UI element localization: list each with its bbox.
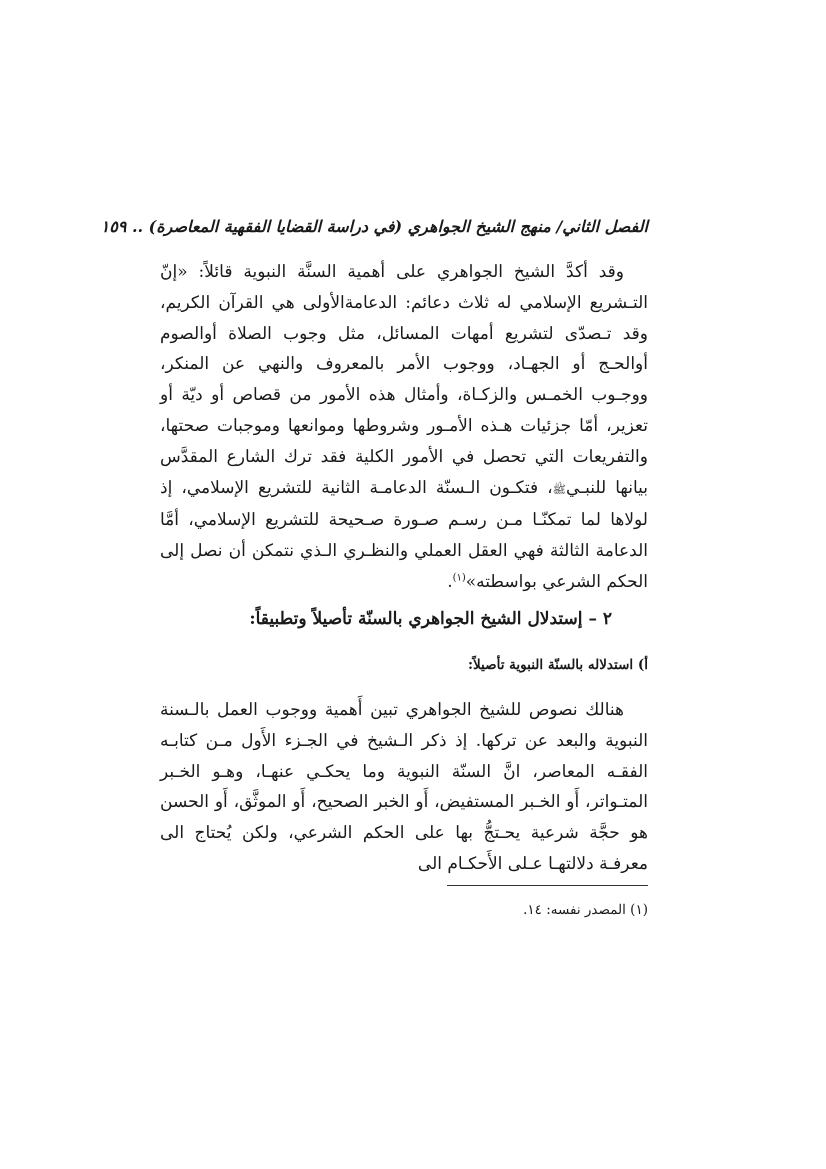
subsection-title: أ) استدلاله بالسنّة النبوية تأصيلاً: [468,657,648,673]
running-header [100,212,648,242]
section-heading [160,604,648,634]
paragraph-text-part-1: وقد أكدَّ الشيخ الجواهري على أهمية السنَّة النبوية قائلاً: «إنّ التـشريع الإسلامي له ثلاث دعائم: الدعامةالأولى هي القرآن الكريم، وقد تـصدّى لتشريع أمهات المسائل، مثل وجوب الصلاة أوالصوم أوالحـج أو الجهـاد، ووجوب الأمر بالمعروف والنهي عن المنكر، ووجـوب الخمـس والزكـاة، وأمثال هذه الأمور من قصاص أو ديّة أو تعزير، أمّا جزئيات هـذه الأمـور وشروطها وموانعها وموجبات صحتها، والتفريعات التي تحصل في الأمور الكلية فقد ترك الشارع المقدَّس بيانها للنبـي [160,262,648,498]
paragraph-text [160,257,648,598]
running-title: الفصل الثاني/ منهج الشيخ الجواهري (في دراسة القضايا الفقهية المعاصرة) .. ١٥٩ [100,217,648,236]
footnote-separator [447,885,648,886]
paragraph-end: . [447,571,453,592]
footnote-reference[interactable]: (١) [452,572,466,584]
body-paragraph [160,695,648,880]
section-title: إستدلال الشيخ الجواهري بالسنّة تأصيلاً وتطبيقاً: [249,609,583,629]
quotation-paragraph [160,257,648,598]
paragraph-text-part-2: ، فتكـون الـسنّة الدعامـة الثانية للتشريع الإسلامي، إذ لولاها لما تمكنّـا مـن رسـم صـورة صـحيحة للتشريع الإسلامي، أمَّا الدعامة الثالثة فهي العقل العملي والنظـري الـذي نتمكن أن نصل إلى الحكم الشرعي بواسطته» [160,477,648,592]
footnote [160,896,648,924]
footnote-text: (١) المصدر نفسه: ١٤. [523,902,648,918]
subsection-heading [160,652,648,678]
paragraph-text: هنالك نصوص للشيخ الجواهري تبين أَهمية ووجوب العمل بالـسنة النبوية والبعد عن تركها. إذ ذكر الـشيخ في الجـزء الأَول مـن كتابـه الفقـه المعاصر، انَّ السنّة النبوية وما يحكـي عنهـا، وهـو الخـبر المتـواتر، أَو الخـبر المستفيض، أَو الخبر الصحيح، أَو الموثَّق، أَو الحسن هو حجَّة شرعية يحـتجُّ بها على الحكم الشرعي، ولكن يُحتاج الى معرفـة دلالتهـا عـلى الأَحكـام الى [160,700,648,874]
salawat-mark: ﷺ [552,482,566,496]
section-number: ٢ – [588,609,612,629]
